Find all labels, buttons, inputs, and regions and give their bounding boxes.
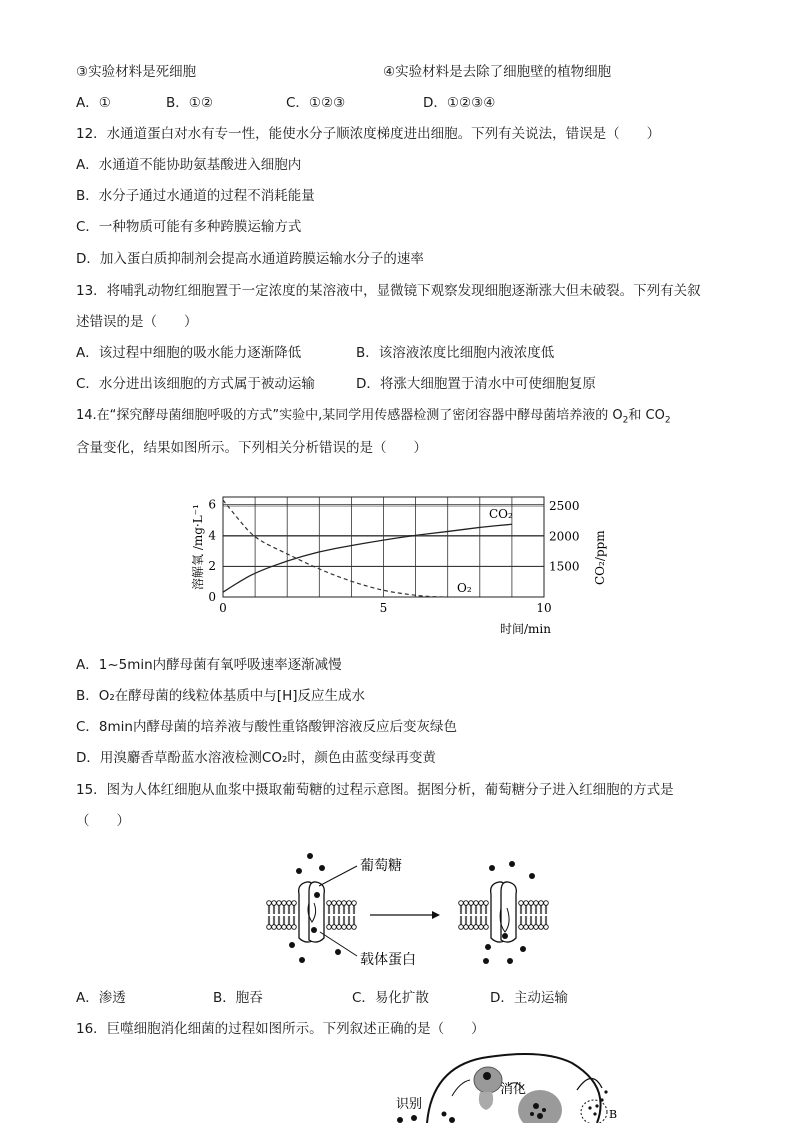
item-3: ③实验材料是死细胞 bbox=[76, 64, 197, 80]
released-debris bbox=[588, 1090, 607, 1115]
q14-option-b: B．O₂在酵母菌的线粒体基质中与[H]反应生成水 bbox=[76, 688, 365, 704]
bacteria-left bbox=[397, 1112, 455, 1123]
lysosome-core bbox=[483, 1072, 491, 1080]
q15-option-b: B．胞吞 bbox=[213, 990, 263, 1006]
lipid-head-bottom bbox=[529, 925, 534, 930]
carrier-label: 载体蛋白 bbox=[360, 952, 416, 968]
y-left-tick-label: 4 bbox=[208, 528, 216, 543]
lipid-head-top bbox=[267, 901, 272, 906]
lipid-head-top bbox=[539, 901, 544, 906]
lipid-head-bottom bbox=[464, 925, 469, 930]
item-4: ④实验材料是去除了细胞壁的植物细胞 bbox=[383, 64, 612, 80]
q14-stem-line1: 14.在“探究酵母菌细胞呼吸的方式”实验中,某同学用传感器检测了密闭容器中酵母菌培养液的 $O_2$和 $CO_2$ bbox=[76, 408, 671, 426]
lipid-head-bottom bbox=[337, 925, 342, 930]
lipid-head-bottom bbox=[519, 925, 524, 930]
q14-option-d: D．用溴麝香草酚蓝水溶液检测CO₂时，颜色由蓝变绿再变黄 bbox=[76, 750, 436, 766]
lipid-head-bottom bbox=[484, 925, 489, 930]
budding-vesicle bbox=[479, 1092, 493, 1110]
lipid-head-top bbox=[272, 901, 277, 906]
option-c: C．①②③ bbox=[286, 95, 346, 111]
recognize-arrow bbox=[452, 1080, 470, 1096]
oxygen-co2-chart bbox=[178, 490, 618, 640]
carrier-protein-open bbox=[299, 882, 325, 942]
lipid-head-top bbox=[534, 901, 539, 906]
y-left-tick-label: 6 bbox=[208, 497, 216, 512]
lipid-head-bottom bbox=[469, 925, 474, 930]
q13-option-d: D．将涨大细胞置于清水中可使细胞复原 bbox=[356, 376, 596, 392]
q13-stem-line2: 述错误的是（ ） bbox=[76, 314, 198, 330]
lipid-head-bottom bbox=[479, 925, 484, 930]
lipid-head-top bbox=[282, 901, 287, 906]
q14-option-a: A．1~5min内酵母菌有氧呼吸速率逐渐减慢 bbox=[76, 657, 342, 673]
co2-series-label: CO₂ bbox=[489, 507, 513, 521]
lipid-head-top bbox=[347, 901, 352, 906]
x-tick-label: 10 bbox=[536, 601, 552, 615]
lipid-head-top bbox=[464, 901, 469, 906]
y-left-tick-label: 0 bbox=[208, 590, 216, 604]
option-d: D．①②③④ bbox=[423, 95, 496, 111]
lipid-head-bottom bbox=[342, 925, 347, 930]
y-right-tick-label: 2500 bbox=[549, 499, 580, 514]
lipid-head-top bbox=[277, 901, 282, 906]
lipid-head-bottom bbox=[327, 925, 332, 930]
y-left-ticks bbox=[208, 498, 216, 604]
lipid-head-top bbox=[342, 901, 347, 906]
lipid-head-top bbox=[337, 901, 342, 906]
q12-option-d: D．加入蛋白质抑制剂会提高水通道跨膜运输水分子的速率 bbox=[76, 251, 424, 267]
lipid-head-top bbox=[287, 901, 292, 906]
lipid-head-bottom bbox=[272, 925, 277, 930]
lipid-head-bottom bbox=[292, 925, 297, 930]
q14-stem-text-b: 和 CO bbox=[628, 408, 665, 423]
carrier-protein-closed bbox=[491, 882, 517, 942]
q12-option-c: C．一种物质可能有多种跨膜运输方式 bbox=[76, 219, 302, 235]
q14-option-c: C．8min内酵母菌的培养液与酸性重铬酸钾溶液反应后变灰绿色 bbox=[76, 719, 457, 735]
option-a: A．① bbox=[76, 95, 111, 111]
lipid-head-top bbox=[544, 901, 549, 906]
macrophage-figure bbox=[392, 1048, 632, 1123]
glucose-label: 葡萄糖 bbox=[360, 858, 402, 874]
q16-stem: 16．巨噬细胞消化细菌的过程如图所示。下列叙述正确的是（ ） bbox=[76, 1021, 485, 1037]
lipid-head-bottom bbox=[287, 925, 292, 930]
q14-stem-text-a: 14.在“探究酵母菌细胞呼吸的方式”实验中,某同学用传感器检测了密闭容器中酵母菌培养液的 O bbox=[76, 408, 623, 423]
label-b: B bbox=[609, 1108, 618, 1121]
q12-option-a: A．水通道不能协助氨基酸进入细胞内 bbox=[76, 157, 302, 173]
option-b: B．①② bbox=[166, 95, 213, 111]
lipid-head-top bbox=[524, 901, 529, 906]
lipid-head-bottom bbox=[474, 925, 479, 930]
lipid-head-top bbox=[292, 901, 297, 906]
q15-option-a: A．渗透 bbox=[76, 990, 126, 1006]
y-left-label: 溶解氧 /mg·L⁻¹ bbox=[191, 504, 205, 590]
lipid-head-top bbox=[459, 901, 464, 906]
y-right-tick-label: 1500 bbox=[549, 559, 580, 574]
lipid-head-bottom bbox=[459, 925, 464, 930]
q13-option-a: A．该过程中细胞的吸水能力逐渐降低 bbox=[76, 345, 302, 361]
y-left-tick-label: 2 bbox=[208, 559, 216, 574]
vesicle-arrow bbox=[577, 1078, 602, 1090]
lipid-head-bottom bbox=[332, 925, 337, 930]
lipid-head-top bbox=[479, 901, 484, 906]
lipid-head-bottom bbox=[267, 925, 272, 930]
arrow-head bbox=[432, 911, 440, 919]
q13-option-c: C．水分进出该细胞的方式属于被动运输 bbox=[76, 376, 315, 392]
lipid-head-top bbox=[519, 901, 524, 906]
q15-stem-line2: （ ） bbox=[76, 813, 130, 829]
lipid-head-top bbox=[327, 901, 332, 906]
lipid-head-bottom bbox=[534, 925, 539, 930]
lipid-head-bottom bbox=[544, 925, 549, 930]
recognize-label: 识别 bbox=[396, 1097, 423, 1112]
q14-stem-line2: 含量变化，结果如图所示。下列相关分析错误的是（ ） bbox=[76, 440, 427, 456]
x-tick-label: 0 bbox=[219, 601, 227, 615]
glucose-transport-figure bbox=[262, 848, 562, 973]
q13-option-b: B．该溶液浓度比细胞内液浓度低 bbox=[356, 345, 555, 361]
o2-series-label: O₂ bbox=[457, 581, 472, 595]
lipid-head-top bbox=[332, 901, 337, 906]
released-vesicle bbox=[581, 1100, 607, 1123]
lipid-head-bottom bbox=[539, 925, 544, 930]
lipid-head-top bbox=[484, 901, 489, 906]
q15-option-d: D．主动运输 bbox=[490, 990, 568, 1006]
lipid-head-bottom bbox=[347, 925, 352, 930]
lipid-head-top bbox=[529, 901, 534, 906]
digest-label: 消化 bbox=[500, 1082, 527, 1097]
lipid-head-bottom bbox=[282, 925, 287, 930]
lysosome bbox=[474, 1067, 502, 1093]
y-right-tick-label: 2000 bbox=[549, 529, 580, 544]
q12-option-b: B．水分子通过水通道的过程不消耗能量 bbox=[76, 188, 315, 204]
y-right-ticks bbox=[549, 499, 580, 574]
lipid-head-bottom bbox=[524, 925, 529, 930]
x-tick-label: 5 bbox=[379, 601, 388, 615]
x-ticks bbox=[219, 601, 551, 615]
lipid-head-bottom bbox=[352, 925, 357, 930]
lipid-head-top bbox=[352, 901, 357, 906]
q15-option-c: C．易化扩散 bbox=[352, 990, 429, 1006]
x-axis-label: 时间/min bbox=[500, 622, 551, 636]
y-right-label: CO₂/ppm bbox=[593, 530, 607, 585]
lipid-head-top bbox=[469, 901, 474, 906]
q12-stem: 12．水通道蛋白对水有专一性，能使水分子顺浓度梯度进出细胞。下列有关说法，错误是（ ） bbox=[76, 126, 661, 142]
q13-stem-line1: 13．将哺乳动物红细胞置于一定浓度的某溶液中，显微镜下观察发现细胞逐渐涨大但未破裂。下列有关叙 bbox=[76, 283, 701, 299]
q15-stem-line1: 15．图为人体红细胞从血浆中摄取葡萄糖的过程示意图。据图分析，葡萄糖分子进入红细胞的方式是 bbox=[76, 782, 674, 798]
lipid-head-bottom bbox=[277, 925, 282, 930]
lipid-head-top bbox=[474, 901, 479, 906]
